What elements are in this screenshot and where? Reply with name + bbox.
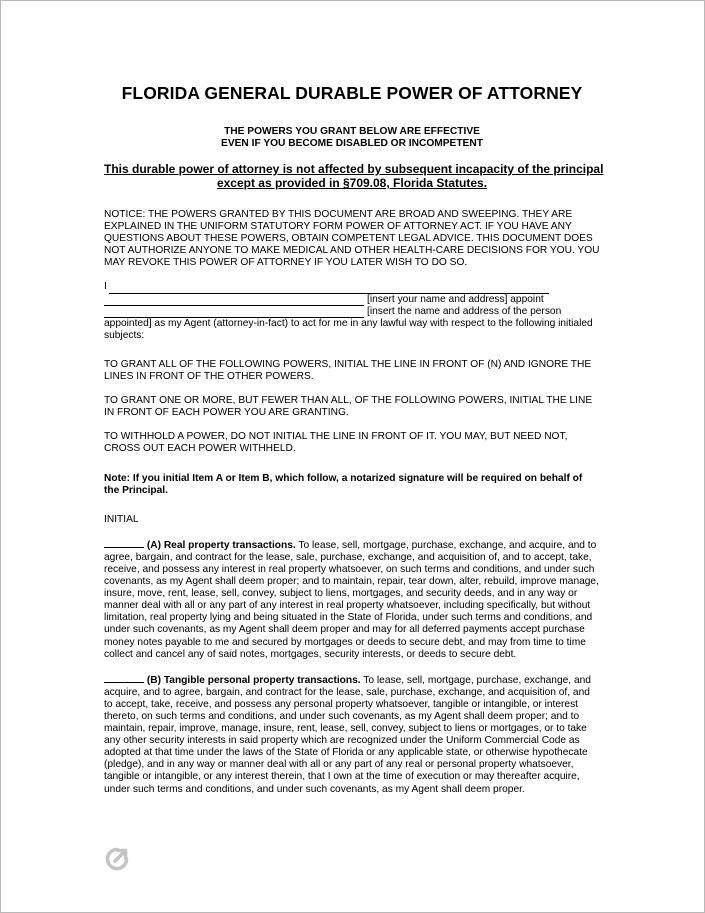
- insert-agent-label: [insert the name and address of the person: [367, 305, 562, 317]
- grant-some-paragraph: TO GRANT ONE OR MORE, BUT FEWER THAN ALL, OF THE FOLLOWING POWERS, INITIAL THE LINE IN FRONT OF EACH POWER YOU ARE GRANTING.: [104, 395, 593, 419]
- item-b-heading: (B) Tangible personal property transactions.: [146, 674, 361, 686]
- subheading-line-1: THE POWERS YOU GRANT BELOW ARE EFFECTIVE: [224, 126, 480, 137]
- durable-line-1: This durable power of attorney is not affected by subsequent incapacity of the principal: [104, 162, 604, 176]
- item-a-paragraph: [104, 538, 600, 661]
- durable-statement: [104, 162, 604, 190]
- item-a-initial-line[interactable]: [104, 538, 144, 548]
- brand-logo-icon: [105, 847, 129, 871]
- principal-address-row: [104, 294, 600, 306]
- grant-all-paragraph: TO GRANT ALL OF THE FOLLOWING POWERS, INITIAL THE LINE IN FRONT OF (N) AND IGNORE THE LINES IN FRONT OF THE OTHER POWERS.: [104, 358, 592, 383]
- agent-name-line[interactable]: [104, 308, 364, 318]
- principal-agent-blanks: [104, 281, 600, 341]
- item-b-text: To lease, sell, mortgage, purchase, exchange, and acquire, and to agree, bargain, and contract for the lease, sale, purchase, exchange, and acquisition of, and to accept, take, receive, and possess any personal property whatsoever, tangible or intangible, or interest thereto, on such terms and conditions, and under such covenants, as my Agent shall deem proper; and to maintain, repair, improve, manage, insure, rent, lease, sell, convey, subject to liens or mortgages, or to take any other security interests in said property which are recognized under the Uniform Commercial Code as adopted at that time under the laws of the State of Florida or any applicable state, or otherwise hypothecate (pledge), and in any way or manner deal with all or any part of any real or personal property whatsoever, tangible or intangible, or any interest therein, that I own at the time of execution or may thereafter acquire, under such terms and conditions, and under such covenants, as my Agent shall deem proper.: [104, 674, 591, 795]
- note-paragraph: Note: If you initial Item A or Item B, which follow, a notarized signature will be required on behalf of the Principal.: [104, 472, 583, 496]
- item-b-paragraph: [104, 673, 600, 796]
- item-a-text: To lease, sell, mortgage, purchase, exchange, and acquire, and to agree, bargain, and contract for the lease, sale, purchase, exchange, and acquisition of, and to accept, take, receive, and possess any interest in real property whatsoever, on such terms and conditions, and under such covenants, as my Agent shall deem proper; and to maintain, repair, tear down, alter, rebuild, improve manage, insure, move, rent, lease, sell, convey, subject to liens, mortgages, and security deeds, and in any way or manner deal with all or any part of any interest in real property whatsoever, including specifically, but without limitation, real property lying and being situated in the State of Florida, under such terms and conditions, and under such covenants, as my Agent shall deem proper and may for all deferred payments accept purchase money notes payable to me and secured by mortgages or deeds to secure debt, and may from time to time collect and cancel any of said notes, mortgages, security interests, or deeds to secure debt.: [104, 539, 599, 660]
- document-content: [104, 83, 604, 796]
- subheading-line-2: EVEN IF YOU BECOME DISABLED OR INCOMPETENT: [221, 138, 483, 149]
- notice-paragraph: NOTICE: THE POWERS GRANTED BY THIS DOCUMENT ARE BROAD AND SWEEPING. THEY ARE EXPLAINED IN THE UNIFORM STATUTORY FORM POWER OF ATTORNEY ACT. IF YOU HAVE ANY QUESTIONS ABOUT THESE POWERS, OBTAIN COMPETENT LEGAL ADVICE. THIS DOCUMENT DOES NOT AUTHORIZE ANYONE TO MAKE MEDICAL AND OTHER HEALTH-CARE DECISIONS FOR YOU. YOU MAY REVOKE THIS POWER OF ATTORNEY IF YOU LATER WISH TO DO SO.: [104, 209, 600, 269]
- subheading: [104, 126, 600, 150]
- document-title: FLORIDA GENERAL DURABLE POWER OF ATTORNEY: [121, 83, 583, 103]
- principal-blank-row: [104, 281, 600, 293]
- principal-address-line[interactable]: [104, 296, 364, 306]
- principal-name-line[interactable]: [109, 284, 549, 294]
- agent-blank-row: [104, 306, 600, 318]
- item-a-heading: (A) Real property transactions.: [146, 539, 296, 551]
- durable-line-2: except as provided in §709.08, Florida Statutes.: [216, 176, 488, 190]
- appointed-paragraph: appointed] as my Agent (attorney-in-fact) to act for me in any lawful way with respect to the following initialed subjects:: [104, 317, 593, 341]
- withhold-paragraph: TO WITHHOLD A POWER, DO NOT INITIAL THE LINE IN FRONT OF IT. YOU MAY, BUT NEED NOT, CROSS OUT EACH POWER WITHHELD.: [104, 431, 568, 455]
- blank-i-label: I: [104, 281, 107, 293]
- initial-label: INITIAL: [104, 513, 139, 525]
- insert-name-label: [insert your name and address] appoint: [367, 293, 544, 305]
- item-b-initial-line[interactable]: [104, 673, 144, 683]
